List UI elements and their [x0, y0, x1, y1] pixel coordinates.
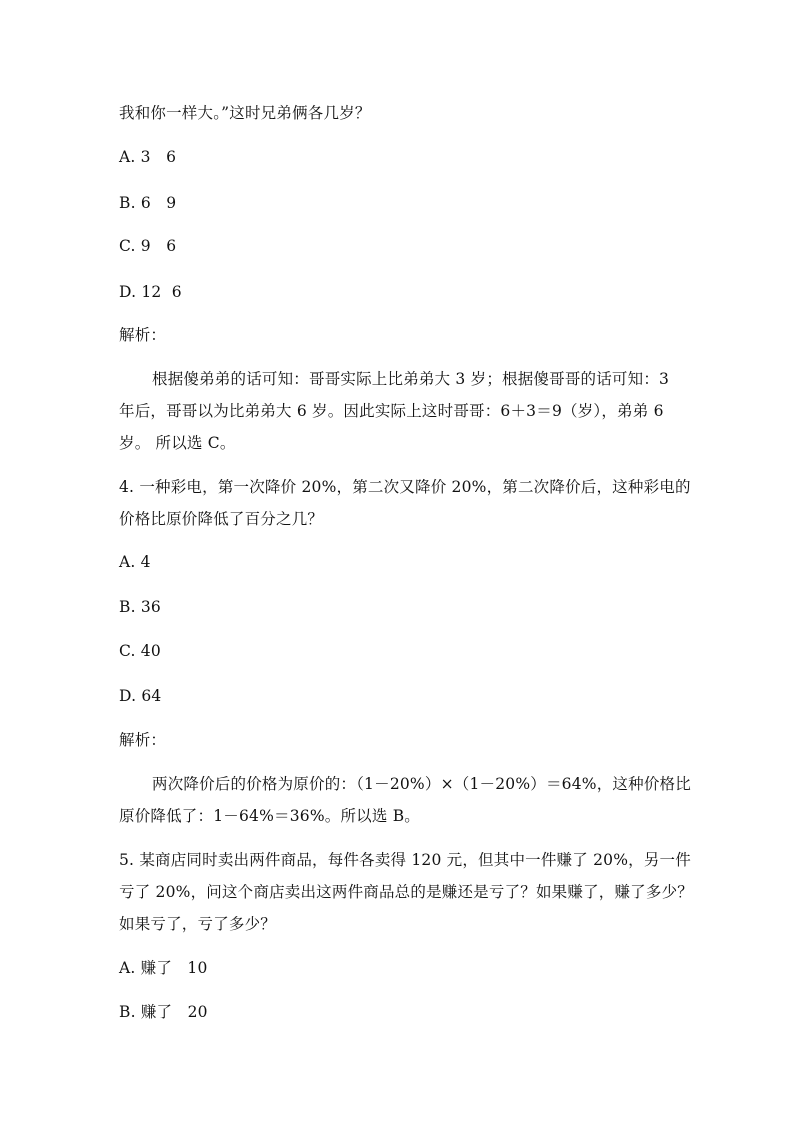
option-a: A. 赚了 10: [119, 959, 208, 977]
analysis-line: 根据傻弟弟的话可知：哥哥实际上比弟弟大 3 岁；根据傻哥哥的话可知：3: [152, 370, 670, 388]
option-c: C. 9 6: [119, 237, 177, 255]
option-b: B. 36: [119, 598, 161, 616]
analysis-line: 原价降低了：1－64%＝36%。所以选 B。: [119, 807, 420, 825]
question-4-stem: 价格比原价降低了百分之几？: [119, 510, 324, 528]
analysis-label: 解析：: [119, 326, 167, 344]
option-a: A. 3 6: [119, 148, 177, 166]
option-b: B. 6 9: [119, 194, 177, 212]
question-4-stem: 4. 一种彩电，第一次降价 20%，第二次又降价 20%，第二次降价后，这种彩电的: [119, 478, 691, 496]
analysis-line: 岁。 所以选 C。: [119, 434, 236, 452]
option-c: C. 40: [119, 642, 161, 660]
question-5-stem: 5. 某商店同时卖出两件商品，每件各卖得 120 元，但其中一件赚了 20%，另一件: [119, 851, 691, 869]
option-d: D. 64: [119, 687, 162, 705]
question-5-stem: 亏了 20%，问这个商店卖出这两件商品总的是赚还是亏了？如果赚了，赚了多少？: [119, 883, 693, 901]
option-b: B. 赚了 20: [119, 1003, 208, 1021]
analysis-line: 两次降价后的价格为原价的：（1－20%）×（1－20%）＝64%，这种价格比: [152, 775, 691, 793]
analysis-label: 解析：: [119, 731, 167, 749]
question-3-stem-tail: 我和你一样大。”这时兄弟俩各几岁？: [119, 104, 371, 122]
option-a: A. 4: [119, 553, 151, 571]
analysis-line: 年后，哥哥以为比弟弟大 6 岁。因此实际上这时哥哥：6＋3＝9（岁），弟弟 6: [119, 402, 664, 420]
question-5-stem: 如果亏了，亏了多少？: [119, 915, 277, 933]
option-d: D. 12 6: [119, 283, 182, 301]
